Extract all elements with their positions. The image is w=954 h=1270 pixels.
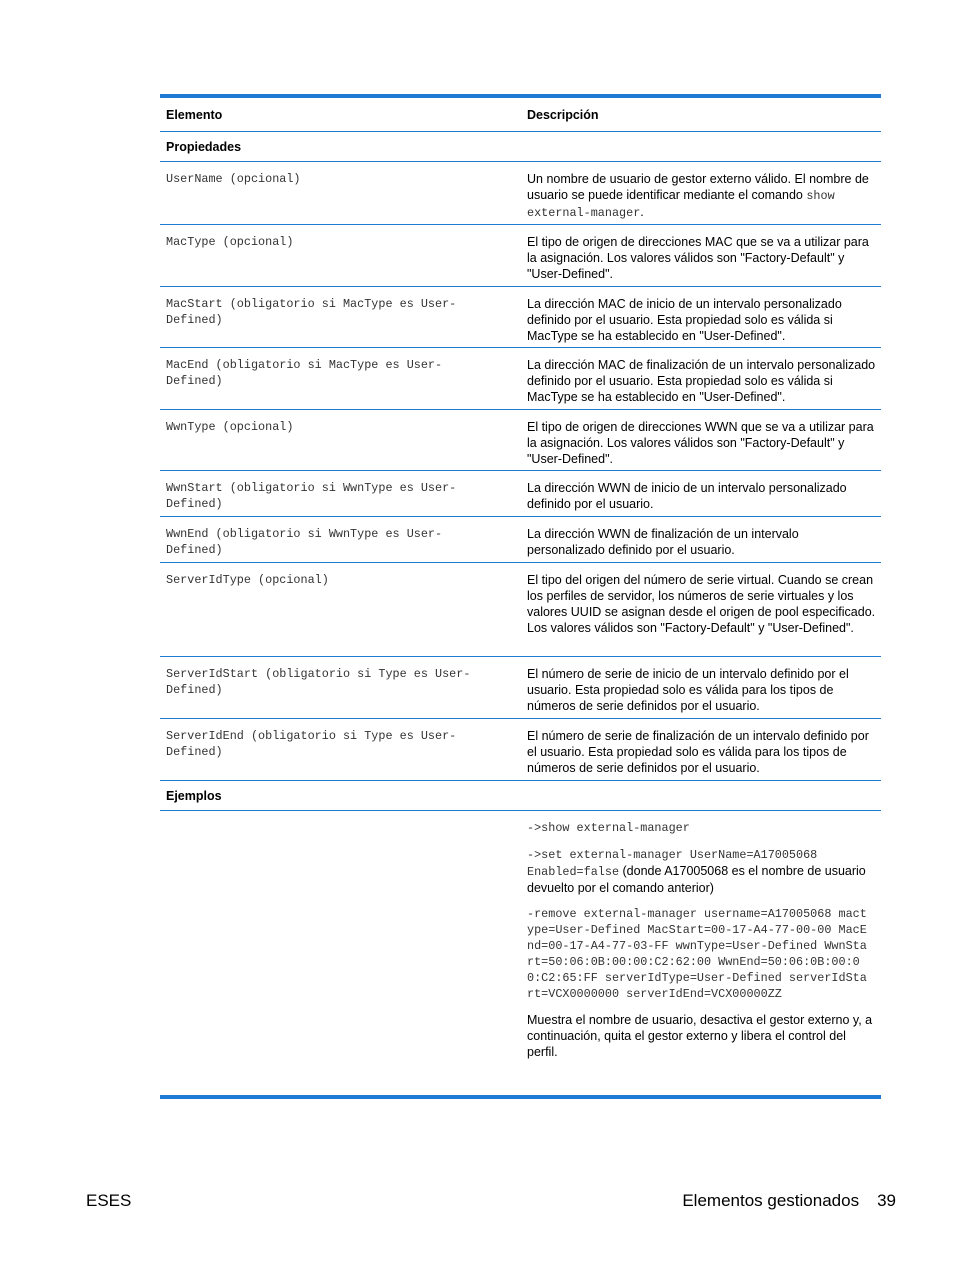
element-description: La dirección WWN de inicio de un intervalo personalizado definido por el usuario.: [527, 481, 847, 511]
element-description: [521, 162, 881, 224]
table-row: [160, 162, 881, 225]
table-row: [160, 517, 881, 563]
element-name: ServerIdType (opcional): [166, 573, 329, 587]
example-command-set: ->set external-manager UserName=A17005068 Enabled=false: [527, 848, 818, 879]
footer-title: Elementos gestionados: [682, 1191, 860, 1210]
header-descripcion: Descripción: [527, 108, 599, 122]
element-name: WwnType (opcional): [166, 420, 294, 434]
table-row: [160, 348, 881, 410]
header-elemento: Elemento: [166, 108, 223, 122]
element-name: MacType (opcional): [166, 235, 294, 249]
table-bottom-rule: [160, 1095, 881, 1099]
element-name: ServerIdEnd (obligatorio si Type es User-Defined): [166, 729, 457, 759]
element-description: La dirección WWN de finalización de un intervalo personalizado definido por el usuario.: [527, 527, 799, 557]
element-name: WwnEnd (obligatorio si WwnType es User-Defined): [166, 527, 443, 557]
element-description: El número de serie de inicio de un intervalo definido por el usuario. Esta propiedad solo es válida para los tipos de números de serie definidos por el usuario.: [527, 667, 849, 713]
table-row: [160, 410, 881, 471]
element-name: ServerIdStart (obligatorio si Type es User-Defined): [166, 667, 471, 697]
footer-section: [682, 1191, 896, 1211]
table-row: [160, 471, 881, 517]
table-row: [160, 225, 881, 287]
inline-command: show external-manager: [527, 189, 835, 220]
description-text: Un nombre de usuario de gestor externo válido. El nombre de usuario se puede identificar mediante el comando: [527, 172, 869, 202]
example-command-remove: -remove external-manager username=A17005068 mactype=User-Defined MacStart=00-17-A4-77-00-00 MacEnd=00-17-A4-77-03-FF wwnType=User-Defined WwnStart=50:06:0B:00:00:C2:62:00 WwnEnd=50:06:0B:00:00:C2:65:FF serverIdType=User-Defined serverIdStart=VCX0000000 serverIdEnd=VCX00000ZZ: [527, 907, 867, 1001]
section-row-examples: [160, 781, 881, 811]
example-set: [527, 846, 877, 896]
examples-cell: [521, 811, 881, 1099]
table-row: [160, 719, 881, 781]
element-description: La dirección MAC de finalización de un intervalo personalizado definido por el usuario. Esta propiedad solo es válida si MacType se ha establecido en "User-Defined".: [527, 358, 876, 404]
description-text: .: [640, 205, 644, 219]
properties-table: [160, 94, 881, 1099]
section-title-properties: Propiedades: [166, 140, 242, 154]
table-row: [160, 657, 881, 719]
section-title-examples: Ejemplos: [166, 789, 222, 803]
element-description: El tipo de origen de direcciones MAC que se va a utilizar para la asignación. Los valores válidos son "Factory-Default" y "User-Defined".: [527, 235, 869, 281]
element-description: El número de serie de finalización de un intervalo definido por el usuario. Esta propiedad solo es válida para los tipos de números de serie definidos por el usuario.: [527, 729, 869, 775]
element-description: El tipo del origen del número de serie virtual. Cuando se crean los perfiles de servidor, los números de serie virtuales y los valores UUID se asignan desde el origen de pool especificado. Los valores válidos son "Factory-Default" y "User-Defined".: [527, 573, 876, 635]
element-name: MacEnd (obligatorio si MacType es User-Defined): [166, 358, 443, 388]
footer-locale: ESES: [86, 1191, 132, 1210]
example-remove-note: Muestra el nombre de usuario, desactiva el gestor externo y, a continuación, quita el gestor externo y libera el control del perfil.: [527, 1013, 873, 1059]
examples-row: [160, 811, 881, 1099]
element-name: WwnStart (obligatorio si WwnType es User-Defined): [166, 481, 457, 511]
section-row-properties: [160, 132, 881, 162]
element-description: La dirección MAC de inicio de un intervalo personalizado definido por el usuario. Esta propiedad solo es válida si MacType se ha establecido en "User-Defined".: [527, 297, 842, 343]
element-name: UserName (opcional): [166, 172, 301, 186]
example-command-show: ->show external-manager: [527, 821, 690, 835]
element-name: MacStart (obligatorio si MacType es User-Defined): [166, 297, 457, 327]
element-description: El tipo de origen de direcciones WWN que se va a utilizar para la asignación. Los valores válidos son "Factory-Default" y "User-Defined".: [527, 420, 874, 466]
table-row: [160, 287, 881, 348]
table-header-row: [160, 98, 881, 132]
page-number: 39: [877, 1191, 896, 1210]
examples-empty-cell: [160, 811, 521, 1099]
table-row: [160, 563, 881, 657]
example-set-note: (donde A17005068 es el nombre de usuario devuelto por el comando anterior): [527, 864, 866, 895]
